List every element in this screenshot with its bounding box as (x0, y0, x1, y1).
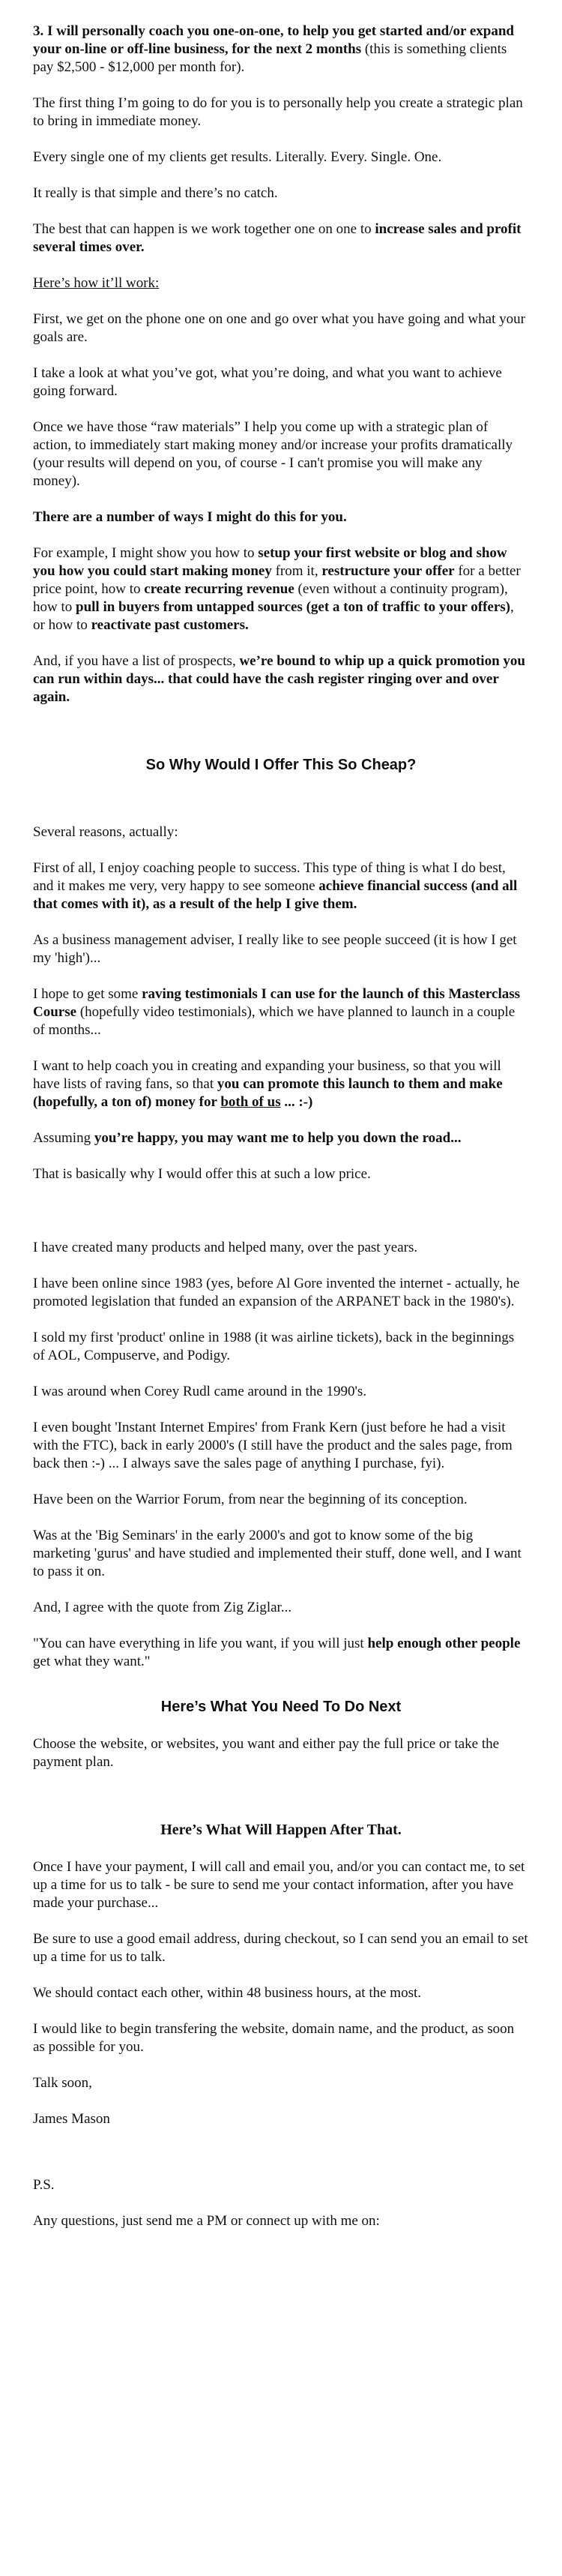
how-it-works-heading: Here’s how it’ll work: (33, 275, 160, 291)
why-so-cheap-heading: So Why Would I Offer This So Cheap? (145, 757, 417, 773)
phone-call-paragraph: First, we get on the phone one on one and go over what you have going and what your goals are. (33, 311, 525, 345)
corey-rudl-paragraph: I was around when Corey Rudl came around in the 1990's. (33, 1384, 367, 1399)
no-catch-paragraph: It really is that simple and there’s no catch. (33, 185, 278, 201)
contact-48h-paragraph: We should contact each other, within 48 business hours, at the most. (33, 1985, 422, 2001)
frank-kern-paragraph: I even bought 'Instant Internet Empires' from Frank Kern (just before he had a visit with the FTC), back in early 2000's (I still have the product and the sales page, from back then :-) ... I always save the sales page of anything I purchase, fyi). (33, 1420, 513, 1471)
products-paragraph: I have created many products and helped many, over the past years. (33, 1240, 418, 1255)
email-paragraph: Be sure to use a good email address, during checkout, so I can send you an email to set up a time for us to talk. (33, 1931, 528, 1965)
prospects-paragraph: And, if you have a list of prospects, we’re bound to whip up a quick promotion you can run within days... that could have the cash register ringing over and over again. (33, 653, 525, 705)
examples-paragraph: For example, I might show you how to setup your first website or blog and show you how you could start making money from it, restructure your offer for a better price point, how to create recurring revenue (even without a continuity program), how to pull in buyers from untapped sources (get a ton of traffic to your offers), or how to reactivate past customers. (33, 545, 521, 633)
choose-website-paragraph: Choose the website, or websites, you want and either pay the full price or take the payment plan. (33, 1736, 500, 1770)
transfer-paragraph: I would like to begin transfering the website, domain name, and the product, as soon as possible for you. (33, 2021, 515, 2055)
questions-paragraph: Any questions, just send me a PM or connect up with me on: (33, 2213, 380, 2229)
strategic-plan-paragraph: The first thing I’m going to do for you is to personally help you create a strategic plan to bring in immediate money. (33, 95, 523, 129)
coaching-offer-bold: 3. I will personally coach you one-on-one, to help you get started and/or expand your on-line or off-line business, for the next 2 months (33, 23, 514, 57)
results-paragraph: Every single one of my clients get results. Literally. Every. Single. One. (33, 149, 442, 165)
what-happens-after-heading: Here’s What Will Happen After That. (160, 1822, 402, 1838)
testimonials-paragraph: I hope to get some raving testimonials I can use for the launch of this Masterclass Course (hopefully video testimonials), which we have planned to launch in a couple of months... (33, 986, 521, 1038)
quote-paragraph: "You can have everything in life you want, if you will just help enough other people get what they want." (33, 1636, 521, 1669)
coaching-offer-paragraph: 3. I will personally coach you one-on-one, to help you get started and/or expand your on-line or off-line business, for the next 2 months (this is something clients pay $2,500 - $12,000 per month for). (33, 23, 514, 75)
raving-fans-paragraph: I want to help coach you in creating and expanding your business, so that you will have lists of raving fans, so that you can promote this launch to them and make (hopefully, a ton of) money for both of us ... :-) (33, 1058, 503, 1110)
ps-label: P.S. (33, 2177, 55, 2193)
ways-heading: There are a number of ways I might do this for you. (33, 509, 347, 525)
what-to-do-next-heading: Here’s What You Need To Do Next (160, 1699, 402, 1715)
online-since-paragraph: I have been online since 1983 (yes, before Al Gore invented the internet - actually, he promoted legislation that funded an expansion of the ARPANET back in the 1980's). (33, 1276, 520, 1309)
payment-paragraph: Once I have your payment, I will call and email you, and/or you can contact me, to set up a time for us to talk - be sure to send me your contact information, after you have made your purchase... (33, 1859, 525, 1911)
first-product-paragraph: I sold my first 'product' online in 1988 (it was airline tickets), back in the beginnings of AOL, Compuserve, and Podigy. (33, 1330, 515, 1363)
happy-paragraph: Assuming you’re happy, you may want me to help you down the road... (33, 1130, 462, 1146)
warrior-forum-paragraph: Have been on the Warrior Forum, from near the beginning of its conception. (33, 1492, 468, 1507)
talk-soon: Talk soon, (33, 2075, 92, 2091)
low-price-paragraph: That is basically why I would offer this at such a low price. (33, 1166, 371, 1182)
signature-name: James Mason (33, 2111, 110, 2127)
raw-materials-paragraph: Once we have those “raw materials” I help you come up with a strategic plan of action, to immediately start making money and/or increase your profits dramatically (your results will depend on you, of course - I can't promise you will make any money). (33, 419, 513, 489)
best-outcome-paragraph: The best that can happen is we work together one on one to increase sales and profit several times over. (33, 221, 522, 255)
reasons-intro: Several reasons, actually: (33, 824, 178, 840)
enjoy-coaching-paragraph: First of all, I enjoy coaching people to success. This type of thing is what I do best, and it makes me very, very happy to see someone achieve financial success (and all that comes with it), as a result of the help I give them. (33, 860, 518, 912)
adviser-paragraph: As a business management adviser, I really like to see people succeed (it is how I get my 'high')... (33, 932, 517, 966)
review-paragraph: I take a look at what you’ve got, what you’re doing, and what you want to achieve going forward. (33, 365, 502, 399)
zig-ziglar-paragraph: And, I agree with the quote from Zig Ziglar... (33, 1600, 292, 1615)
big-seminars-paragraph: Was at the 'Big Seminars' in the early 2000's and got to know some of the big marketing 'gurus' and have studied and implemented their stuff, done well, and I want to pass it on. (33, 1528, 522, 1579)
